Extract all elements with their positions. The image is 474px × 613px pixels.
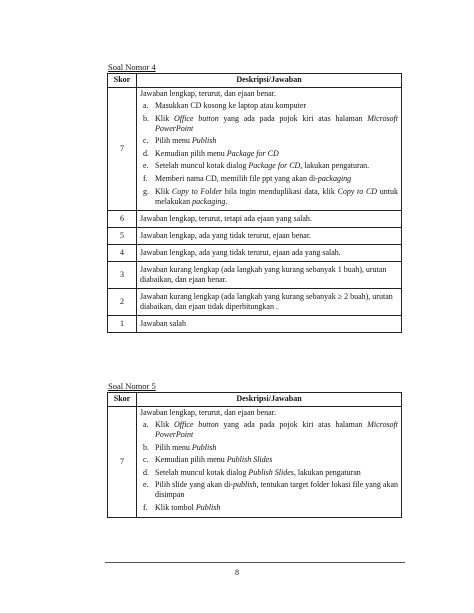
description-cell: Jawaban lengkap, terurut, tetapi ada ejaan yang salah. (137, 211, 402, 228)
table-row (108, 88, 402, 211)
step-item (140, 161, 398, 171)
step-text: Kemudian pilih menu Package for CD (155, 148, 279, 158)
step-letter: a. (143, 420, 149, 429)
steps-list (140, 420, 398, 513)
soal-5-table (107, 392, 402, 518)
step-letter: d. (143, 148, 149, 158)
soal-4-table (107, 73, 402, 333)
table-row (108, 228, 402, 245)
step-text: Kemudian pilih menu Publish Slides (155, 455, 273, 465)
step-letter: e. (143, 480, 149, 490)
table-row (108, 407, 402, 518)
description-cell: Jawaban salah (137, 316, 402, 333)
step-item (140, 480, 398, 500)
step-letter: b. (143, 442, 149, 452)
step-text: Memberi nama CD, memilih file ppt yang akan di-packaging (155, 173, 352, 183)
step-letter: f. (143, 502, 148, 512)
step-item (140, 455, 398, 465)
step-item (140, 503, 398, 513)
answer-intro: Jawaban lengkap, terurut, dan ejaan benar. (140, 408, 276, 417)
step-text: Masukkan CD kosong ke laptop atau komputer (155, 101, 307, 110)
header-deskripsi: Deskripsi/Jawaban (137, 393, 402, 407)
description-cell: Jawaban kurang lengkap (ada langkah yang kurang sebanyak 1 buah), urutan diabaikan, dan ejaan benar. (137, 262, 402, 289)
step-text: Pilih menu Publish (155, 136, 217, 146)
table-row (108, 289, 402, 316)
table-row (108, 316, 402, 333)
step-item (140, 101, 398, 111)
steps-list (140, 101, 398, 207)
step-text: Klik tombol Publish (155, 502, 221, 512)
step-letter: b. (143, 113, 149, 123)
soal-5-title: Soal Nomor 5 (108, 381, 156, 391)
footer-divider (105, 562, 405, 563)
header-skor: Skor (108, 74, 137, 88)
score-cell: 5 (108, 228, 137, 245)
score-cell: 7 (108, 407, 137, 518)
score-cell: 1 (108, 316, 137, 333)
step-item (140, 420, 398, 440)
step-item (140, 149, 398, 159)
page-number: 8 (235, 568, 239, 577)
step-text: Klik Copy to Folder bila ingin menduplikasi data, klik Copy to CD untuk melakukan packaging. (155, 186, 398, 206)
description-cell: Jawaban kurang lengkap (ada langkah yang kurang sebanyak ≥ 2 buah), urutan diabaikan, dan ejaan tidak diperhitungkan . (137, 289, 402, 316)
table-row (108, 245, 402, 262)
step-item (140, 136, 398, 146)
step-letter: c. (143, 455, 149, 465)
step-text: Klik Office button yang ada pada pojok kiri atas halaman Microsoft PowerPoint (155, 420, 398, 439)
score-cell: 6 (108, 211, 137, 228)
step-text: Setelah muncul kotak dialog Publish Slides, lakukan pengaturan (155, 467, 361, 477)
step-letter: d. (143, 467, 149, 477)
step-letter: f. (143, 173, 148, 183)
header-skor: Skor (108, 393, 137, 407)
table-header-row (108, 74, 402, 88)
step-item (140, 114, 398, 134)
table-row (108, 211, 402, 228)
step-letter: g. (143, 186, 149, 196)
description-cell: Jawaban lengkap, ada yang tidak terurut, ejaan benar. (137, 228, 402, 245)
description-cell (137, 88, 402, 211)
soal-4-title: Soal Nomor 4 (108, 62, 156, 72)
step-letter: a. (143, 101, 149, 110)
score-cell: 2 (108, 289, 137, 316)
header-deskripsi: Deskripsi/Jawaban (137, 74, 402, 88)
step-text: Klik Office button yang ada pada pojok kiri atas halaman Microsoft PowerPoint (155, 113, 398, 133)
step-item (140, 443, 398, 453)
answer-intro: Jawaban lengkap, terurut, dan ejaan benar. (140, 89, 276, 98)
table-row (108, 262, 402, 289)
description-cell: Jawaban lengkap, ada yang tidak terurut, ejaan ada yang salah. (137, 245, 402, 262)
step-letter: e. (143, 161, 149, 171)
step-item (140, 174, 398, 184)
step-item (140, 468, 398, 478)
step-item (140, 187, 398, 207)
score-cell: 4 (108, 245, 137, 262)
step-text: Setelah muncul kotak dialog Package for CD, lakukan pengaturan. (155, 161, 370, 171)
score-cell: 3 (108, 262, 137, 289)
step-letter: c. (143, 136, 149, 146)
step-text: Pilih menu Publish (155, 442, 217, 452)
description-cell (137, 407, 402, 518)
score-cell: 7 (108, 88, 137, 211)
step-text: Pilih slide yang akan di-publish, tentukan target folder lokasi file yang akan disimpan (155, 480, 399, 500)
table-header-row (108, 393, 402, 407)
